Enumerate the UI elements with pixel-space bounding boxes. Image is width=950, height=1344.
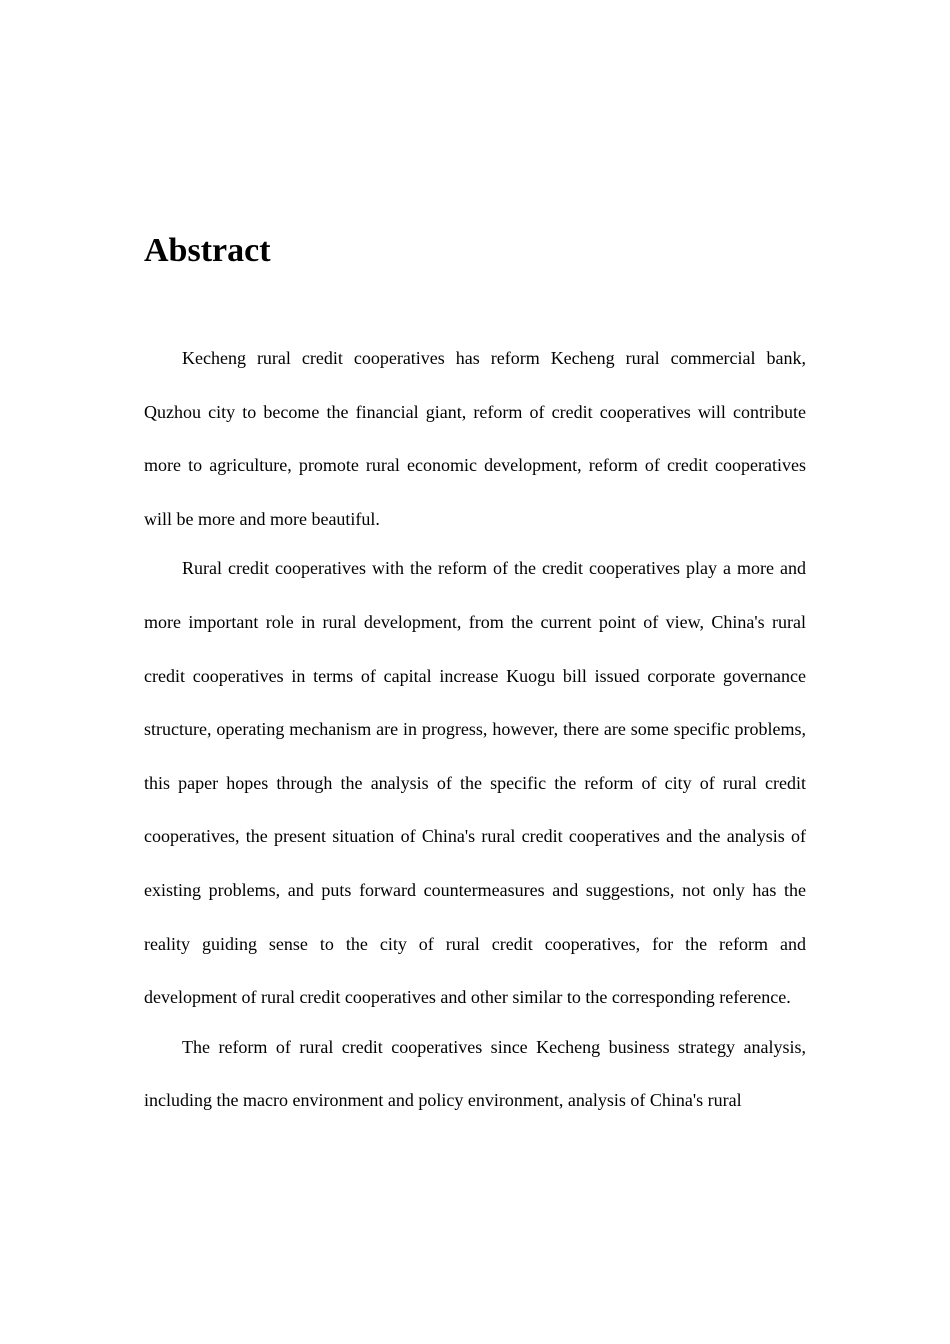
abstract-body xyxy=(144,332,806,1124)
abstract-paragraph-3: The reform of rural credit cooperatives since Kecheng business strategy analysis, including the macro environment and policy environment, analysis of China's rural xyxy=(144,1036,806,1111)
abstract-paragraph-2: Rural credit cooperatives with the reform of the credit cooperatives play a more and more important role in rural development, from the current point of view, China's rural credit cooperatives in terms of capital increase Kuogu bill issued corporate governance structure, operating mechanism are in progress, however, there are some specific problems, this paper hopes through the analysis of the specific the reform of city of rural credit cooperatives, the present situation of China's rural credit cooperatives and the analysis of existing problems, and puts forward countermeasures and suggestions, not only has the reality guiding sense to the city of rural credit cooperatives, for the reform and development of rural credit cooperatives and other similar to the corresponding reference. xyxy=(144,558,806,1008)
abstract-paragraph-1: Kecheng rural credit cooperatives has reform Kecheng rural commercial bank, Quzhou city to become the financial giant, reform of credit cooperatives will contribute more to agriculture, promote rural economic development, reform of credit cooperatives will be more and more beautiful. xyxy=(144,348,806,529)
abstract-heading: Abstract xyxy=(144,232,271,269)
